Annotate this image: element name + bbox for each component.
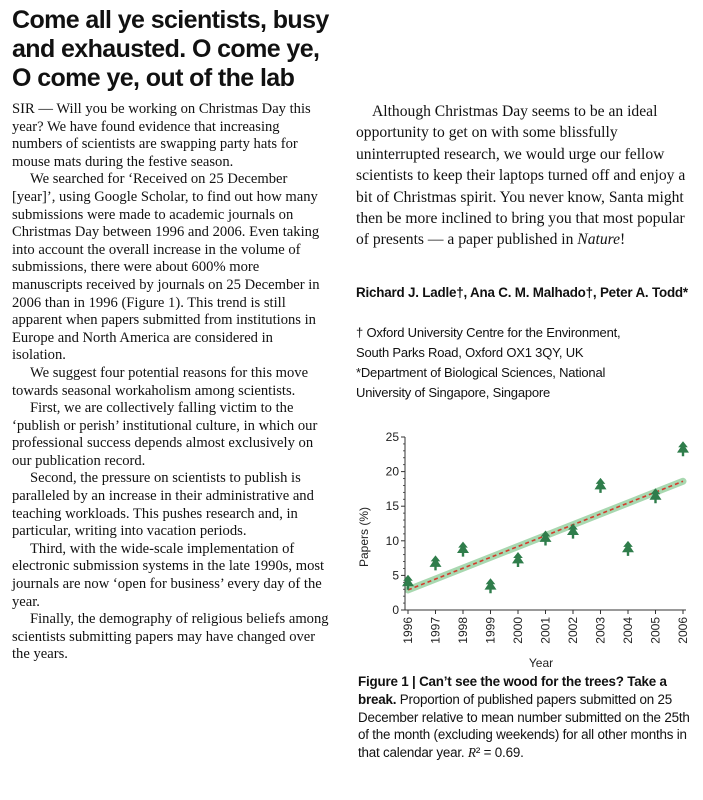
- affiliation-line: University of Singapore, Singapore: [356, 385, 551, 400]
- x-tick-label: 2003: [593, 617, 608, 644]
- x-axis-label: Year: [528, 656, 554, 670]
- data-point-tree-icon: [622, 541, 634, 556]
- closing-paragraph: [356, 101, 696, 251]
- data-point-tree-icon: [595, 478, 607, 493]
- y-tick-label: 10: [385, 533, 399, 548]
- data-point-tree-icon: [677, 441, 689, 456]
- data-point-tree-icon: [485, 578, 497, 593]
- x-tick-label: 1996: [401, 617, 415, 644]
- paragraph-1: SIR — Will you be working on Christmas Day this year? We have found evidence that increasing numbers of scientists are swapping party hats for mouse mats during the festive season.: [12, 101, 311, 170]
- x-tick-label: 2004: [621, 617, 635, 644]
- closing-paragraph-end: !: [620, 231, 626, 249]
- article-title: Come all ye scientists, busy and exhausted. O come ye, O come ye, out of the lab: [12, 6, 329, 92]
- journal-name: Nature: [577, 231, 621, 249]
- data-point-tree-icon: [457, 542, 469, 557]
- author-list: Richard J. Ladle†, Ana C. M. Malhado†, Peter A. Todd*: [356, 285, 688, 300]
- affiliation-line: † Oxford University Centre for the Environment,: [356, 325, 621, 340]
- paragraph-5: Second, the pressure on scientists to publish is paralleled by an increase in their administrative and teaching workloads. This pushes research and, in particular, writing into vacation periods.: [12, 470, 314, 540]
- affiliation-line: *Department of Biological Sciences, National: [356, 365, 606, 380]
- x-tick-label: 2006: [676, 617, 690, 644]
- left-column: [12, 101, 330, 664]
- y-tick-label: 20: [385, 464, 399, 479]
- data-point-tree-icon: [430, 555, 442, 570]
- y-axis-label: Papers (%): [357, 506, 371, 568]
- r-squared-value: ² = 0.69.: [475, 745, 524, 761]
- caption-label: Figure 1 | Can’t see the wood for the trees? Take a break.: [358, 674, 667, 707]
- x-tick-label: 1999: [483, 617, 498, 644]
- caption-text: Proportion of published papers submitted on 25 December relative to mean number submitted on the 25th of the month (excluding weekends) for all other months in that calendar year.: [358, 691, 690, 761]
- x-tick-label: 2000: [511, 617, 525, 644]
- x-tick-label: 1998: [456, 617, 470, 644]
- figure-caption: [358, 673, 696, 762]
- y-tick-label: 5: [392, 568, 399, 583]
- y-tick-label: 15: [385, 499, 399, 514]
- paragraph-4: First, we are collectively falling victim to the ‘publish or perish’ institutional culture, in which our professional success depends almost exclusively on our publication record.: [12, 400, 318, 469]
- figure-1-chart: [350, 425, 700, 670]
- affiliations: [356, 323, 701, 400]
- affiliation-line: South Parks Road, Oxford OX1 3QY, UK: [356, 345, 584, 360]
- x-tick-label: 2005: [648, 617, 663, 644]
- closing-paragraph-text: Although Christmas Day seems to be an ideal opportunity to get on with some blissfully uninterrupted research, we would urge our fellow scientists to keep their laptops turned off and enjoy a bit of Christmas spirit. You never know, Santa might then be more inclined to bring you that most popular of presents — a paper published in: [356, 103, 686, 249]
- paragraph-6: Third, with the wide-scale implementation of electronic submission systems in the late 1990s, most journals are now ‘open for business’ every day of the year.: [12, 540, 325, 610]
- right-column: [356, 101, 696, 251]
- x-tick-label: 2002: [566, 617, 580, 644]
- r-squared-symbol: R: [467, 745, 476, 761]
- paragraph-2: We searched for ‘Received on 25 December [year]’, using Google Scholar, to find out how many submissions were made to academic journals on Christmas Day between 1996 and 2006. Even taking into account the overall increase in the volume of submissions, there were about 600% more manuscripts received by journals on 25 December in 2006 than in 1996 (Figure 1). This trend is still apparent when papers submitted from institutions in Europe and North America are considered in isolation.: [12, 171, 320, 364]
- x-tick-label: 1997: [428, 617, 443, 644]
- x-tick-label: 2001: [538, 617, 553, 644]
- paragraph-7: Finally, the demography of religious beliefs among scientists submitting papers may have changed over the years.: [12, 611, 329, 663]
- data-point-tree-icon: [512, 552, 524, 567]
- paragraph-3: We suggest four potential reasons for this move towards seasonal workaholism among scientists.: [12, 364, 309, 399]
- y-tick-label: 25: [385, 430, 399, 444]
- y-tick-label: 0: [392, 603, 399, 617]
